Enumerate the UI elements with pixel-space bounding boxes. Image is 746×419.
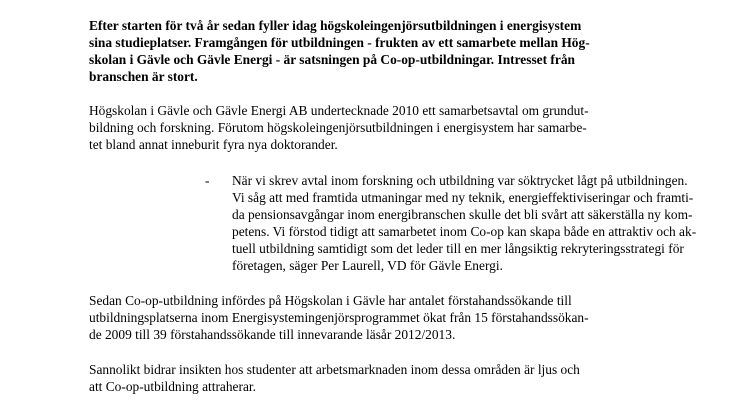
intro-line: skolan i Gävle och Gävle Energi - är satsningen på Co-op-utbildningar. Intresset från — [89, 52, 575, 67]
intro-line: sina studieplatser. Framgången för utbildningen - frukten av ett samarbete mellan Hög- — [89, 35, 590, 50]
paragraph-line: att Co-op-utbildning attraherar. — [89, 379, 256, 394]
quote-line: da pensionsavgångar inom energibranschen skulle det bli svårt att säkerställa ny kom- — [232, 207, 693, 222]
intro-line: Efter starten för två år sedan fyller idag högskoleingenjörsutbildningen i energisystem — [89, 18, 582, 33]
paragraph-line: Högskolan i Gävle och Gävle Energi AB undertecknade 2010 ett samarbetsavtal om grundut- — [89, 103, 589, 118]
quote-line: tuell utbildning samtidigt som det leder till en mer långsiktig rekryteringsstrategi för — [232, 241, 684, 256]
paragraph-line: utbildningsplatserna inom Energisystemingenjörsprogrammet ökat från 15 förstahandssökan- — [89, 310, 589, 325]
paragraph-line: de 2009 till 39 förstahandssökande till innevarande läsår 2012/2013. — [89, 327, 456, 342]
quote-line: När vi skrev avtal inom forskning och utbildning var söktrycket lågt på utbildningen. — [232, 173, 688, 188]
paragraph-line: Sedan Co-op-utbildning infördes på Högskolan i Gävle har antalet förstahandssökande till — [89, 293, 572, 308]
paragraph-line: bildning och forskning. Förutom högskoleingenjörsutbildningen i energisystem har samarbe- — [89, 120, 587, 135]
paragraph-line: Sannolikt bidrar insikten hos studenter att arbetsmarknaden inom dessa områden är ljus och — [89, 362, 580, 377]
quote-line: Vi såg att med framtida utmaningar med ny teknik, energieffektiviseringar och framti- — [232, 190, 694, 205]
quote-line: företagen, säger Per Laurell, VD för Gävle Energi. — [232, 258, 503, 273]
paragraph-line: tet bland annat inneburit fyra nya doktorander. — [89, 137, 338, 152]
intro-line: branschen är stort. — [89, 69, 198, 84]
quote-line: petens. Vi förstod tidigt att samarbetet inom Co-op kan skapa både en attraktiv och ak- — [232, 224, 697, 239]
bullet-dash: - — [205, 173, 210, 188]
